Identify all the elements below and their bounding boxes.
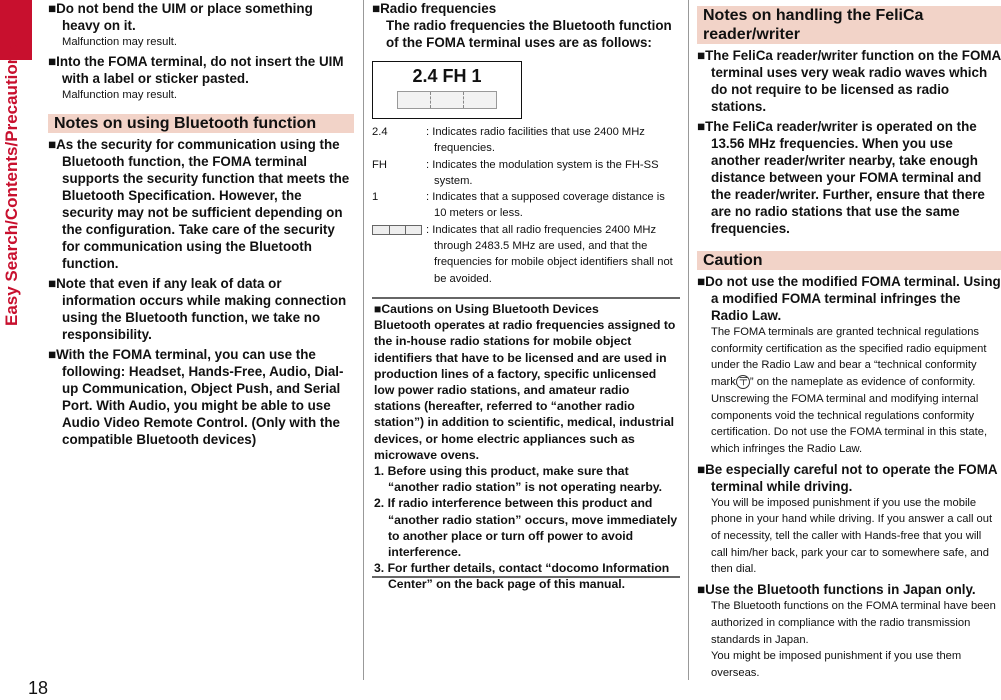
caution-box-title: ■Cautions on Using Bluetooth Devices	[374, 302, 599, 316]
section-header-caution: Caution	[697, 251, 1001, 270]
list-item: ■The FeliCa reader/writer is operated on the 13.56 MHz frequencies. When you use another reader/writer nearby, take enough distance between your FOMA terminal and the reader/writer. Further, ensure that there are no radio stations that use the same frequencies.	[697, 119, 985, 236]
definition-row: : Indicates that all radio frequencies 2400 MHz through 2483.5 MHz are used, and that the frequencies for mobile object identifiers shall not be avoided.	[372, 222, 680, 287]
column-right	[697, 0, 1001, 682]
caution-step: 1. Before using this product, make sure that “another radio station” is not operating nearby.	[374, 464, 663, 495]
bullet-icon: ■	[372, 1, 381, 16]
bullet-icon: ■	[697, 119, 706, 134]
bullet-icon: ■	[697, 461, 706, 477]
definition-row: 2.4 : Indicates radio facilities that use 2400 MHz frequencies.	[372, 126, 645, 155]
caution-box-body: Bluetooth operates at radio frequencies assigned to the in-house radio stations for mobile object identifiers that have to be licensed and are used in production lines of a factory, specific unlicensed low power radio stations, and amateur radio stations (hereafter, referred to “another radio station”) in addition to scientific, medical, industrial devices, or home electric appliances such as microwave ovens.	[374, 318, 676, 462]
radio-frequencies-intro: The radio frequencies the Bluetooth function of the FOMA terminal uses are as follows:	[386, 18, 672, 50]
page-number: 18	[28, 678, 49, 698]
list-item: ■With the FOMA terminal, you can use the following: Headset, Hands-Free, Audio, Dial-up Communication, Object Push, and Serial Port. With Audio, you might be able to use Audio Video Remote Control. (Only with the compatible Bluetooth devices)	[48, 347, 344, 447]
item-note: You might be imposed punishment if you use them overseas.	[711, 650, 962, 679]
bullet-icon: ■	[48, 137, 57, 152]
item-note: Malfunction may result.	[62, 36, 178, 48]
list-item: ■Do not use the modified FOMA terminal. Using a modified FOMA terminal infringes the Radio Law.	[697, 274, 1001, 323]
column-divider	[363, 0, 364, 680]
item-note: Malfunction may result.	[62, 89, 178, 101]
bullet-icon: ■	[48, 276, 57, 291]
band-bar-icon	[372, 225, 422, 235]
caution-step: 3. For further details, contact “docomo Information Center” on the back page of this manual.	[374, 561, 670, 592]
list-item: ■Use the Bluetooth functions in Japan only.	[697, 582, 976, 598]
item-note: The Bluetooth functions on the FOMA terminal have been authorized in compliance with the radio transmission standards in Japan.	[711, 600, 996, 646]
column-middle	[372, 0, 680, 51]
list-item: ■The FeliCa reader/writer function on the FOMA terminal uses very weak radio waves which do not require to be licensed as radio stations.	[697, 48, 1001, 114]
list-item: ■Be especially careful not to operate the FOMA terminal while driving.	[697, 461, 998, 494]
column-divider	[688, 0, 689, 680]
bullet-icon: ■	[48, 54, 57, 69]
bluetooth-caution-box	[372, 297, 680, 592]
list-item: ■Note that even if any leak of data or information occurs while making connection using the Bluetooth function, we take no responsibility.	[48, 276, 347, 342]
list-item: ■Do not bend the UIM or place something heavy on it.	[48, 1, 313, 33]
bullet-icon: ■	[697, 274, 706, 289]
frequency-definitions	[372, 124, 680, 287]
sidebar-title[interactable]: Easy Search/Contents/Precautions	[2, 44, 21, 326]
bullet-icon: ■	[48, 347, 57, 362]
bullet-icon: ■	[48, 1, 57, 16]
definition-row: FH : Indicates the modulation system is the FH-SS system.	[372, 158, 659, 187]
technical-conformity-mark-icon	[736, 375, 750, 389]
definition-row: 1 : Indicates that a supposed coverage distance is 10 meters or less.	[372, 191, 665, 220]
frequency-label-box	[372, 61, 522, 119]
section-header-bluetooth: Notes on using Bluetooth function	[48, 114, 354, 133]
frequency-band-bar	[397, 91, 497, 109]
caution-step: 2. If radio interference between this product and “another radio station” occurs, move immediately to another place or turn off power to avoid interference.	[374, 496, 678, 560]
bullet-icon: ■	[374, 302, 382, 316]
list-item: ■Into the FOMA terminal, do not insert the UIM with a label or sticker pasted.	[48, 54, 344, 86]
column-left	[48, 0, 354, 448]
section-header-felica: Notes on handling the FeliCa reader/writer	[697, 6, 1001, 44]
item-note: The FOMA terminals are granted technical regulations conformity certification as the specified radio equipment under the Radio Law and bear a “technical conformity mark〒 ” on the nameplate as evidence of conformity. Unscrewing the FOMA terminal and modifying internal components void the technical regulations conformity certification. Do not use the FOMA terminal in this state, which infringes the Radio Law.	[697, 324, 1001, 458]
item-note: You will be imposed punishment if you use the mobile phone in your hand while driving. If you answer a call out of necessity, tell the caller with Hands-free that you will call him/her back, park your car to somewhere safe, and then dial.	[711, 496, 993, 576]
bullet-icon: ■	[697, 582, 706, 598]
list-item: ■As the security for communication using the Bluetooth function, the FOMA terminal supports the security function that meets the Bluetooth Specification. However, the security may not be sufficient depending on the configuration. Take care of the security for communication using the Bluetooth function.	[48, 137, 350, 271]
frequency-label: 2.4 FH 1	[412, 66, 482, 86]
radio-frequencies-title: ■Radio frequencies	[372, 1, 497, 16]
bullet-icon: ■	[697, 48, 706, 63]
